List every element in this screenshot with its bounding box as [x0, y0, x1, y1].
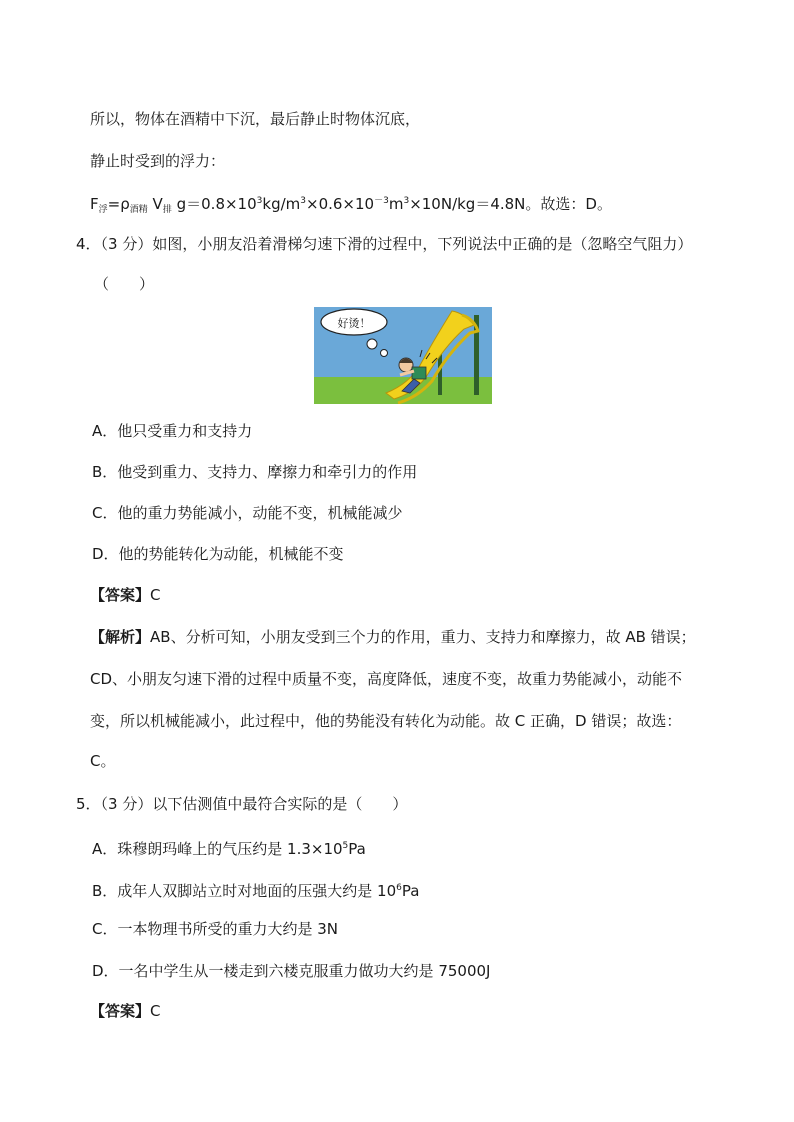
formula-superscript: 3 — [300, 196, 306, 206]
option-exponent: 6 — [396, 883, 402, 893]
buoyancy-formula — [90, 190, 612, 221]
question-4-option-d: D．他的势能转化为动能，机械能不变 — [92, 545, 344, 563]
explanation-label: 【解析】 — [90, 628, 151, 646]
formula-part: g＝0.8×10 — [176, 195, 257, 213]
question-5-answer — [90, 1000, 161, 1022]
question-5-option-b — [92, 877, 419, 902]
explanation-text: AB、分析可知，小朋友受到三个力的作用，重力、支持力和摩擦力，故 AB 错误； — [150, 628, 696, 646]
text-line: 静止时受到的浮力： — [90, 152, 226, 170]
formula-part: kg/m — [262, 195, 301, 213]
formula-superscript: 3 — [256, 196, 263, 206]
formula-subscript: 浮 — [98, 205, 108, 215]
speech-text: 好烫！ — [337, 317, 371, 330]
answer-value: C — [150, 1002, 161, 1020]
question-5-option-c: C．一本物理书所受的重力大约是 3N — [92, 920, 339, 938]
formula-superscript: －3 — [374, 196, 389, 206]
formula-part: =ρ — [107, 195, 130, 213]
formula-subscript: 酒精 — [129, 205, 148, 215]
option-exponent: 5 — [342, 841, 349, 851]
formula-v: V — [152, 195, 163, 213]
question-5-stem: 5．（3 分）以下估测值中最符合实际的是（ ） — [76, 795, 408, 813]
question-5-option-a — [92, 835, 366, 860]
answer-label: 【答案】 — [90, 1002, 151, 1020]
question-4-answer — [90, 584, 161, 606]
formula-superscript: 3 — [403, 196, 410, 206]
slide-illustration — [314, 307, 492, 404]
thought-dot — [367, 339, 377, 349]
answer-label: 【答案】 — [90, 586, 151, 604]
option-unit: Pa — [401, 882, 420, 900]
option-text: B．成年人双脚站立时对地面的压强大约是 10 — [92, 882, 397, 900]
option-unit: Pa — [348, 840, 366, 858]
explanation-text: CD、小朋友匀速下滑的过程中质量不变，高度降低，速度不变，故重力势能减小，动能不 — [90, 670, 683, 688]
question-4-explanation — [90, 626, 696, 648]
answer-value: C — [150, 586, 161, 604]
question-4-blank: （ ） — [94, 275, 155, 293]
question-4-option-b: B．他受到重力、支持力、摩擦力和牵引力的作用 — [92, 463, 418, 481]
formula-part: ×10N/kg＝4.8N。故选：D。 — [409, 195, 612, 213]
explanation-text: 变，所以机械能减小，此过程中，他的势能没有转化为动能。故 C 正确，D 错误；故选： — [90, 712, 682, 730]
formula-part: m — [388, 195, 404, 213]
question-5-option-d: D．一名中学生从一楼走到六楼克服重力做功大约是 75000J — [92, 962, 491, 980]
question-4-option-a: A．他只受重力和支持力 — [92, 422, 253, 440]
formula-subscript: 排 — [162, 205, 172, 215]
question-4-option-c: C．他的重力势能减小，动能不变，机械能减少 — [92, 504, 403, 522]
thought-dot — [381, 350, 388, 357]
formula-f: F — [90, 195, 99, 213]
question-4-stem: 4．（3 分）如图，小朋友沿着滑梯匀速下滑的过程中，下列说法中正确的是（忽略空气阻力） — [76, 235, 693, 253]
text-line: 所以，物体在酒精中下沉，最后静止时物体沉底， — [90, 110, 421, 128]
child-body — [412, 367, 426, 379]
explanation-text: C。 — [90, 752, 116, 770]
option-text: A．珠穆朗玛峰上的气压约是 1.3×10 — [92, 840, 343, 858]
formula-part: ×0.6×10 — [306, 195, 375, 213]
